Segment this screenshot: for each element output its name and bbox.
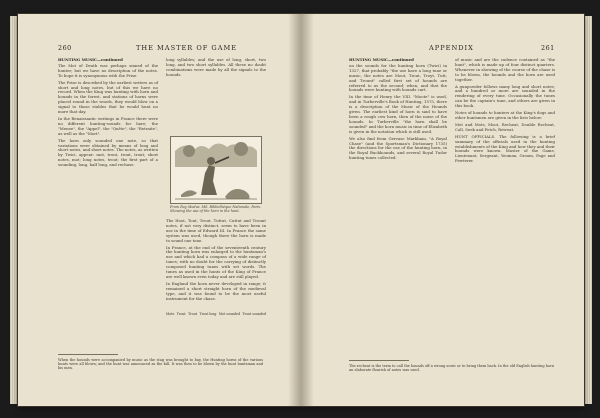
paragraph: We also find from Gervase Markham, "A Royal Chase" (and the Sportsman's Dictionary 1735) the directions for the use of the hunting horn, in the Royal Buckhounds, and several Royal Tudor hunting tunes collected. xyxy=(349,135,447,161)
notation-label: Trout sounded xyxy=(242,312,266,316)
left-section-head: HUNTING MUSIC—continued xyxy=(58,57,123,62)
paragraph: The Mot of Death was perhaps sinned of the hunter; but we have no description of the notes. To hope it is synonymous with the Prise. xyxy=(58,62,158,78)
paragraph: Mot and Mots, Moot, Recheat, Double Recheat, Call, Seek and Fetch, Retreat. xyxy=(455,121,555,132)
right-page xyxy=(301,14,584,406)
paragraph: of music and are the cadence contained as "the hunt", which is made up of four distinct quarters. Whenever in showing of the course of the chase is to be blown, the hounds and the horn are used together. xyxy=(455,57,555,82)
left-column-2-bottom xyxy=(166,219,266,304)
notation-label: Trout xyxy=(176,312,186,316)
paragraph: The Hoot, Tout, Trout, Tuttut, Cuttut and Trount notes, if not very distinct, seem to have been in use in the time of Edward III. In France the same system was used, though there the horn is made to sound one tone. xyxy=(166,218,266,243)
paragraph: In England the horn never developed in range; it remained a short straight horn of the medieval type, and it was found to be the most useful instrument for the chase. xyxy=(166,280,266,301)
left-page-number: 260 xyxy=(58,44,72,52)
right-column-2 xyxy=(455,58,555,166)
hunting-scene-icon xyxy=(171,137,261,203)
notation-label: Mot sounded xyxy=(218,312,240,316)
paragraph: The horn only sounded one note, so that variations were obtained by means of long and short notes, and short notes. The notes, as written by Twici, appear: mot, trout, trout, trout; short notes, mot; long notes, trout; the first part of a sounding, long, half long, and rechase. xyxy=(58,137,158,168)
left-page xyxy=(18,14,301,406)
right-page-number: 261 xyxy=(541,44,555,52)
notation-label: Mote xyxy=(166,312,175,316)
notation-label: Trout xyxy=(188,312,198,316)
right-page-edges xyxy=(584,16,592,404)
notation-label: Trout long xyxy=(199,312,217,316)
paragraph: In France, at the end of the seventeenth century the hunting horn was enlarged to the huntsman's use and which had a compass of a wide range of tones; with no doubt for the carrying of distinctly composed hunting tunes with set words. The tunes as used in the hunts of the King of France are well known even today and are still played. xyxy=(166,244,266,279)
right-section-head: HUNTING MUSIC—continued xyxy=(349,57,414,62)
figure-caption: From Roy Modus. MS. Bibliothèque Nationale, Paris. Showing the use of the horn in the hunt. xyxy=(170,205,262,213)
right-footnote: The recheat is the term to call the hounds off a wrong scent or to bring them back. In the old English hunting horn an elaborate flourish of notes was used. xyxy=(349,364,554,373)
footnote-rule xyxy=(58,354,118,355)
paragraph: on the sounds for the hunting horn (Twici) in 1327, that probably "the use have a long tune or music, the notes are Moot, Trout, Troyt, Tutt, and Trount" called first set of hounds are referred to as the second; when, and that the hounds were hunting with hounds cart. xyxy=(349,62,447,93)
right-running-title: APPENDIX xyxy=(429,44,474,52)
left-column-2-top xyxy=(166,58,266,80)
paragraph: HUNT OFFICIALS. The following is a brief summary of the officials used in the hunting establishments of the King and how they and their hounds were known. Master of the Game, Lieutenant, Sergeant, Yeoman, Groom, Page and Fewterer. xyxy=(455,133,555,164)
left-column-1 xyxy=(58,58,158,170)
left-footnote: When the hounds were accompanied by music as the stag was brought to bay, the Hunting horns of the various hunts were all blown; and the hunt was announced as the kill. It was then to be blown by the hunt huntsman and his men. xyxy=(58,358,263,371)
music-notation-labels xyxy=(166,312,266,326)
left-running-title: THE MASTER OF GAME xyxy=(136,44,238,52)
paragraph: The Prise is described by the earliest writers as of short and long notes, but of this we have no record. When the King was hunting with horn and hounds in the forest, and stations of horns were placed round in the woods, they would blow on a signal to those stables that he would hunt no more that day. xyxy=(58,79,158,115)
paragraph: A gunpowder follows many long and short notes; and a hundred or more are sounded in the rendering of every tune. Occasionally the tunes can be the captain's tune, and others are given in this book. xyxy=(455,83,555,109)
hunting-illustration xyxy=(170,136,262,204)
right-column-1 xyxy=(349,58,447,163)
paragraph: long syllables; and the use of long, short, two long, and two short syllables. All these no doubt combinations were made by all the signals to the hounds. xyxy=(166,57,266,77)
left-page-edges xyxy=(10,16,18,404)
paragraph: Notes of hounds to hunters at the King's dogs and other huntsmen are given in the lists below: xyxy=(455,110,555,120)
paragraph: In the time of Henry the VIII. "Moote" is used, and in Turberville's Book of Hunting, 1575, there is a description of the Music of the Hounds given. The earliest kind of horn is said to have been a rough cow horn, then of the noise of the hounds. In Turberville "the horn shall be sounded" and the horn music in time of Elizabeth is given in the notation which is still used. xyxy=(349,94,447,134)
footnote-rule xyxy=(349,360,409,361)
paragraph: In the Renaissantic writings in France there were no different hunting-sounds for hare; the "Menee", the "Appel", the "Quête", the "Retraite", as well as the "Mort". xyxy=(58,115,158,136)
open-book xyxy=(18,14,584,406)
